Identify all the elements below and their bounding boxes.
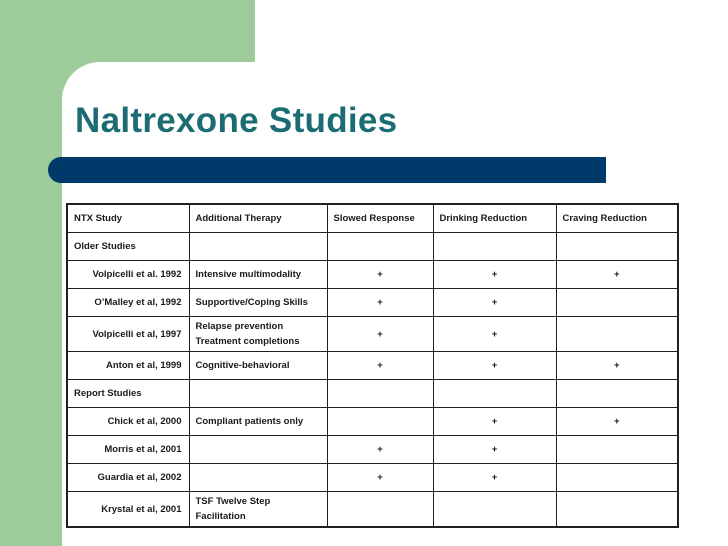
- column-header: Craving Reduction: [556, 204, 678, 233]
- drinking-reduction-cell: +: [433, 261, 556, 289]
- craving-reduction-cell: [556, 317, 678, 352]
- therapy-line: Cognitive-behavioral: [195, 360, 290, 371]
- therapy-cell: [189, 464, 327, 492]
- therapy-cell: [189, 408, 327, 436]
- slowed-response-cell: +: [327, 352, 433, 380]
- table-row: [67, 261, 678, 289]
- drinking-reduction-cell: [433, 492, 556, 528]
- study-cell: Volpicelli et al, 1997: [67, 317, 189, 352]
- craving-reduction-cell: [556, 492, 678, 528]
- craving-reduction-cell: +: [556, 352, 678, 380]
- naltrexone-studies-table: [66, 203, 679, 528]
- therapy-cell: [189, 289, 327, 317]
- therapy-cell: [189, 261, 327, 289]
- therapy-line: Facilitation: [195, 511, 246, 522]
- therapy-cell: [189, 317, 327, 352]
- study-cell: Chick et al, 2000: [67, 408, 189, 436]
- table-group-row: [67, 233, 678, 261]
- study-cell: Anton et al, 1999: [67, 352, 189, 380]
- drinking-reduction-cell: [433, 380, 556, 408]
- drinking-reduction-cell: +: [433, 436, 556, 464]
- column-header: Additional Therapy: [189, 204, 327, 233]
- drinking-reduction-cell: +: [433, 352, 556, 380]
- therapy-line: Intensive multimodality: [195, 269, 302, 280]
- slide-title: Naltrexone Studies: [75, 101, 398, 140]
- slowed-response-cell: +: [327, 261, 433, 289]
- therapy-cell: [189, 380, 327, 408]
- table-row: [67, 352, 678, 380]
- column-header: Drinking Reduction: [433, 204, 556, 233]
- drinking-reduction-cell: +: [433, 289, 556, 317]
- study-cell: Volpicelli et al. 1992: [67, 261, 189, 289]
- table-row: [67, 464, 678, 492]
- study-cell: Guardia et al, 2002: [67, 464, 189, 492]
- craving-reduction-cell: [556, 233, 678, 261]
- drinking-reduction-cell: [433, 233, 556, 261]
- table-row: [67, 492, 678, 528]
- slowed-response-cell: +: [327, 464, 433, 492]
- table-row: [67, 408, 678, 436]
- slowed-response-cell: [327, 492, 433, 528]
- study-cell: Krystal et al, 2001: [67, 492, 189, 528]
- group-label: Report Studies: [67, 380, 189, 408]
- therapy-cell: [189, 492, 327, 528]
- craving-reduction-cell: [556, 380, 678, 408]
- slowed-response-cell: [327, 233, 433, 261]
- therapy-cell: [189, 352, 327, 380]
- craving-reduction-cell: [556, 289, 678, 317]
- group-label: Older Studies: [67, 233, 189, 261]
- drinking-reduction-cell: +: [433, 464, 556, 492]
- slowed-response-cell: +: [327, 436, 433, 464]
- slowed-response-cell: [327, 408, 433, 436]
- craving-reduction-cell: +: [556, 261, 678, 289]
- slowed-response-cell: +: [327, 317, 433, 352]
- slowed-response-cell: +: [327, 289, 433, 317]
- study-cell: Morris et al, 2001: [67, 436, 189, 464]
- slowed-response-cell: [327, 380, 433, 408]
- craving-reduction-cell: [556, 464, 678, 492]
- craving-reduction-cell: [556, 436, 678, 464]
- therapy-cell: [189, 233, 327, 261]
- therapy-line: Compliant patients only: [195, 416, 304, 427]
- therapy-line: Relapse prevention: [195, 321, 284, 332]
- column-header: Slowed Response: [327, 204, 433, 233]
- study-cell: O’Malley et al, 1992: [67, 289, 189, 317]
- therapy-cell: [189, 436, 327, 464]
- therapy-line: TSF Twelve Step: [195, 496, 271, 507]
- title-underline-bar: [48, 157, 606, 183]
- column-header: NTX Study: [67, 204, 189, 233]
- therapy-line: Treatment completions: [195, 336, 300, 347]
- table-body: [67, 233, 678, 528]
- table-row: [67, 289, 678, 317]
- therapy-line: Supportive/Coping Skills: [195, 297, 308, 308]
- table-row: [67, 317, 678, 352]
- table-group-row: [67, 380, 678, 408]
- drinking-reduction-cell: +: [433, 317, 556, 352]
- craving-reduction-cell: +: [556, 408, 678, 436]
- table-row: [67, 436, 678, 464]
- drinking-reduction-cell: +: [433, 408, 556, 436]
- table-header-row: [67, 204, 678, 233]
